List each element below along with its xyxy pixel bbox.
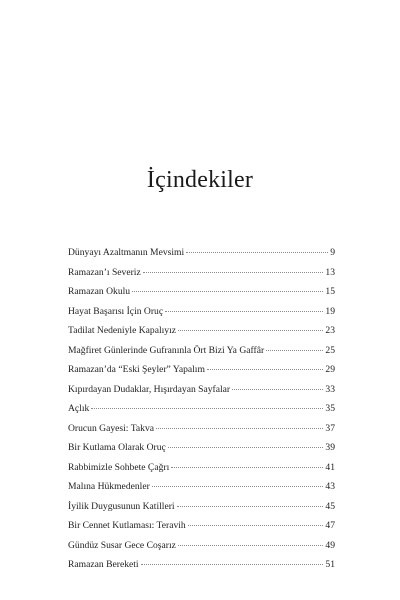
toc-entry <box>68 497 335 517</box>
toc-entry-page: 37 <box>325 422 335 434</box>
toc-entry-title: Malına Hükmedenler <box>68 481 150 492</box>
toc-entry-title: Ramazan’ı Severiz <box>68 266 141 278</box>
dot-leader <box>168 447 324 448</box>
toc-entry-title: Mağfiret Günlerinde Gufranınla Ört Bizi Ya Gaffâr <box>68 344 265 356</box>
toc-entry <box>68 341 335 361</box>
toc-entry <box>68 555 335 575</box>
toc-entry-page: 23 <box>325 325 335 336</box>
dot-leader <box>141 564 324 565</box>
toc-entry <box>68 321 335 341</box>
toc-entry-page: 51 <box>325 559 335 570</box>
toc-entry <box>68 419 335 439</box>
toc-entry-page: 49 <box>325 539 335 551</box>
toc-entry <box>68 536 335 556</box>
toc-entry-title: Tadilat Nedeniyle Kapalıyız <box>68 325 177 336</box>
dot-leader <box>165 311 323 312</box>
toc-entry <box>68 380 335 400</box>
dot-leader <box>171 467 323 468</box>
toc-entry-page: 15 <box>325 286 335 297</box>
toc-entry-page: 47 <box>325 520 335 531</box>
toc-entry-title: Gündüz Susar Gece Coşarız <box>68 539 176 551</box>
toc-entry-page: 29 <box>325 364 335 375</box>
toc-entry-page: 9 <box>330 247 335 258</box>
dot-leader <box>178 545 324 546</box>
toc-entry <box>68 477 335 497</box>
toc-entry-title: Bir Kutlama Olarak Oruç <box>68 442 166 453</box>
toc-entry-page: 45 <box>325 500 335 512</box>
toc-entry-page: 19 <box>325 305 335 317</box>
toc-entry <box>68 360 335 380</box>
toc-entry <box>68 458 335 478</box>
dot-leader <box>266 350 323 351</box>
toc-entry <box>68 438 335 458</box>
dot-leader <box>152 486 324 487</box>
toc-entry-title: Ramazan Okulu <box>68 286 131 297</box>
toc-entry-page: 41 <box>325 461 335 473</box>
toc-entry <box>68 263 335 283</box>
dot-leader <box>143 272 324 273</box>
dot-leader <box>178 330 323 331</box>
toc-entry-title: Açlık <box>68 403 90 414</box>
dot-leader <box>188 525 324 526</box>
toc-entry-title: Kıpırdayan Dudaklar, Hışırdayan Sayfalar <box>68 383 231 395</box>
toc-entry <box>68 399 335 419</box>
dot-leader <box>91 408 323 409</box>
toc-entry <box>68 282 335 302</box>
dot-leader <box>177 506 324 507</box>
toc-entry-page: 43 <box>325 481 335 492</box>
toc-entry-title: Hayat Başarısı İçin Oruç <box>68 305 164 317</box>
toc-entry <box>68 302 335 322</box>
toc-entry-title: Ramazan Bereketi <box>68 559 139 570</box>
dot-leader <box>186 252 328 253</box>
toc-entry-title: Dünyayı Azaltmanın Mevsimi <box>68 247 185 258</box>
toc-entry-page: 13 <box>325 266 335 278</box>
toc-entry-title: Orucun Gayesi: Takva <box>68 422 155 434</box>
toc-entry-page: 25 <box>325 344 335 356</box>
toc-entry-title: Rabbimizle Sohbete Çağrı <box>68 461 170 473</box>
toc-entry <box>68 243 335 263</box>
toc-entry-title: İyilik Duygusunun Katilleri <box>68 500 175 512</box>
dot-leader <box>132 291 323 292</box>
toc-entry-page: 35 <box>325 403 335 414</box>
toc-entry-title: Bir Cennet Kutlaması: Teravih <box>68 520 186 531</box>
dot-leader <box>232 389 323 390</box>
toc-entry-page: 39 <box>325 442 335 453</box>
toc-entry-title: Ramazan’da “Eski Şeyler” Yapalım <box>68 364 205 375</box>
toc-entry <box>68 516 335 536</box>
table-of-contents <box>68 243 335 575</box>
page-title: İçindekiler <box>146 167 254 193</box>
toc-entry-page: 33 <box>325 383 335 395</box>
dot-leader <box>156 428 323 429</box>
dot-leader <box>207 369 323 370</box>
